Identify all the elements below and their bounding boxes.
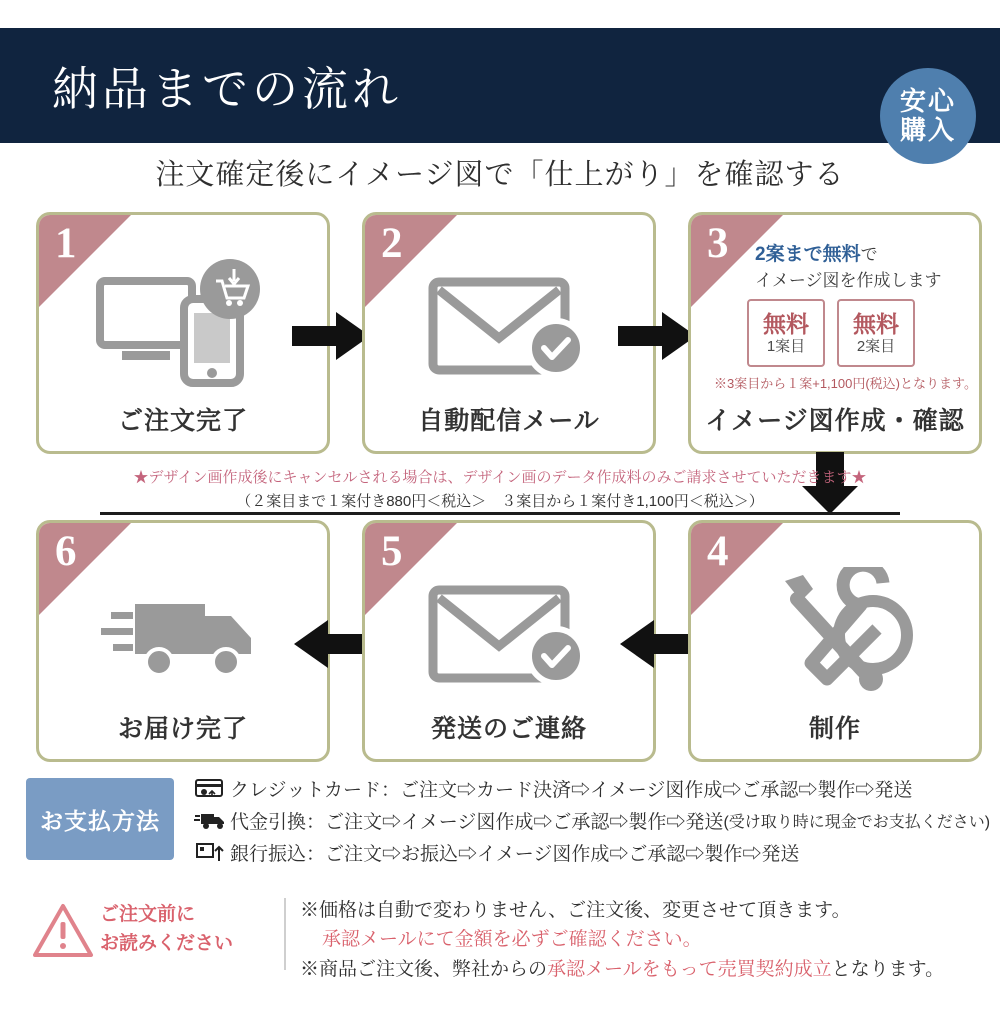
step3-note: ※3案目から１案+1,100円(税込)となります。 (714, 376, 977, 391)
credit-card-icon (190, 777, 230, 799)
page-title: 納品までの流れ (52, 63, 402, 115)
status-badge (880, 68, 976, 164)
warning-line-1: ご注文前に (100, 904, 196, 925)
free-box-1 (747, 299, 825, 367)
step-card-2 (362, 212, 656, 454)
payment-text-cod-suffix: (受け取り時に現金でお支払ください) (723, 813, 991, 831)
mail-check-icon (365, 249, 653, 399)
arrow-1-to-2 (292, 310, 372, 362)
step-label-4: 制作 (808, 715, 861, 743)
footer-note-2: 承認メールにて金額を必ずご確認ください。 (322, 929, 702, 951)
mail-check-icon (365, 557, 653, 707)
divider (100, 512, 900, 515)
step-label-5: 発送のご連絡 (430, 715, 587, 743)
step-number-1: 1 (55, 220, 77, 267)
payment-row-bank (190, 836, 980, 868)
step-card-5 (362, 520, 656, 762)
step-card-1 (36, 212, 330, 454)
payment-text-bank: 銀行振込：ご注文⇨お振込⇨イメージ図作成⇨ご承認⇨製作⇨発送 (230, 843, 800, 865)
step-card-6 (36, 520, 330, 762)
warning-triangle-icon (32, 902, 94, 960)
free-box-1-top: 無料 (763, 311, 809, 338)
footer-note-3 (300, 955, 980, 984)
badge-line-1: 安心 (899, 85, 956, 116)
footer-note-3-b: 承認メールをもって売買契約成立 (547, 958, 832, 980)
warning-line-2: お読みください (100, 933, 234, 955)
bank-transfer-icon (190, 841, 230, 863)
step-card-3 (688, 212, 982, 454)
payment-badge: お支払方法 (26, 778, 174, 860)
step-label-1: ご注文完了 (117, 407, 248, 435)
cancel-notice-line2: （２案目まで１案付き880円＜税込＞ ３案目から１案付き1,100円＜税込＞） (236, 493, 764, 510)
cancel-notice (100, 466, 900, 511)
payment-rows (190, 772, 991, 868)
cancel-notice-line1: ★デザイン画作成後にキャンセルされる場合は、デザイン画のデータ作成料のみご請求させていただきます★ (133, 469, 867, 486)
payment-row-cod (190, 804, 991, 836)
badge-line-2: 購入 (899, 115, 956, 145)
arrow-5-to-6 (292, 618, 372, 670)
monitor-smartphone-cart-icon (39, 249, 327, 399)
step-number-3: 3 (707, 220, 729, 267)
page-subtitle: 注文確定後にイメージ図で「仕上がり」を確認する (155, 159, 845, 191)
footer-divider (284, 898, 286, 970)
free-box-2-bottom: 2案目 (856, 337, 896, 355)
step3-lead-line2: イメージ図を作成します (755, 270, 942, 290)
step-card-4 (688, 520, 982, 762)
warning-label (100, 900, 280, 959)
page-header (0, 28, 1000, 143)
footer-note-3-c: となります。 (831, 958, 945, 980)
delivery-truck-icon (39, 557, 327, 707)
footer-note-1: ※価格は自動で変わりません、ご注文後、変更させて頂きます。 (300, 900, 851, 921)
payment-row-credit (190, 772, 980, 804)
free-box-2 (837, 299, 915, 367)
cod-truck-icon (190, 809, 230, 831)
step-number-6: 6 (55, 528, 77, 575)
step3-lead-rest: で (860, 245, 878, 264)
step3-lead-text (755, 241, 945, 293)
step-number-2: 2 (381, 220, 403, 267)
arrow-4-to-5 (618, 618, 698, 670)
step-number-4: 4 (707, 528, 729, 575)
step-label-3: イメージ図作成・確認 (705, 407, 965, 435)
step3-lead-highlight: 2案まで無料 (755, 244, 861, 265)
payment-text-credit: クレジットカード：ご注文⇨カード決済⇨イメージ図作成⇨ご承認⇨製作⇨発送 (230, 779, 913, 801)
footer-note-3-a: ※商品ご注文後、弊社からの (300, 958, 548, 980)
step-label-6: お届け完了 (117, 715, 248, 743)
free-box-1-bottom: 1案目 (766, 337, 806, 355)
step3-free-boxes (747, 299, 915, 367)
tools-wrench-screwdriver-icon (691, 557, 979, 707)
arrow-2-to-3 (618, 310, 698, 362)
footer-notes (300, 896, 980, 984)
free-box-2-top: 無料 (853, 311, 899, 338)
step-number-5: 5 (381, 528, 403, 575)
payment-text-cod: 代金引換：ご注文⇨イメージ図作成⇨ご承認⇨製作⇨発送 (230, 811, 724, 833)
step-label-2: 自動配信メール (418, 407, 600, 435)
